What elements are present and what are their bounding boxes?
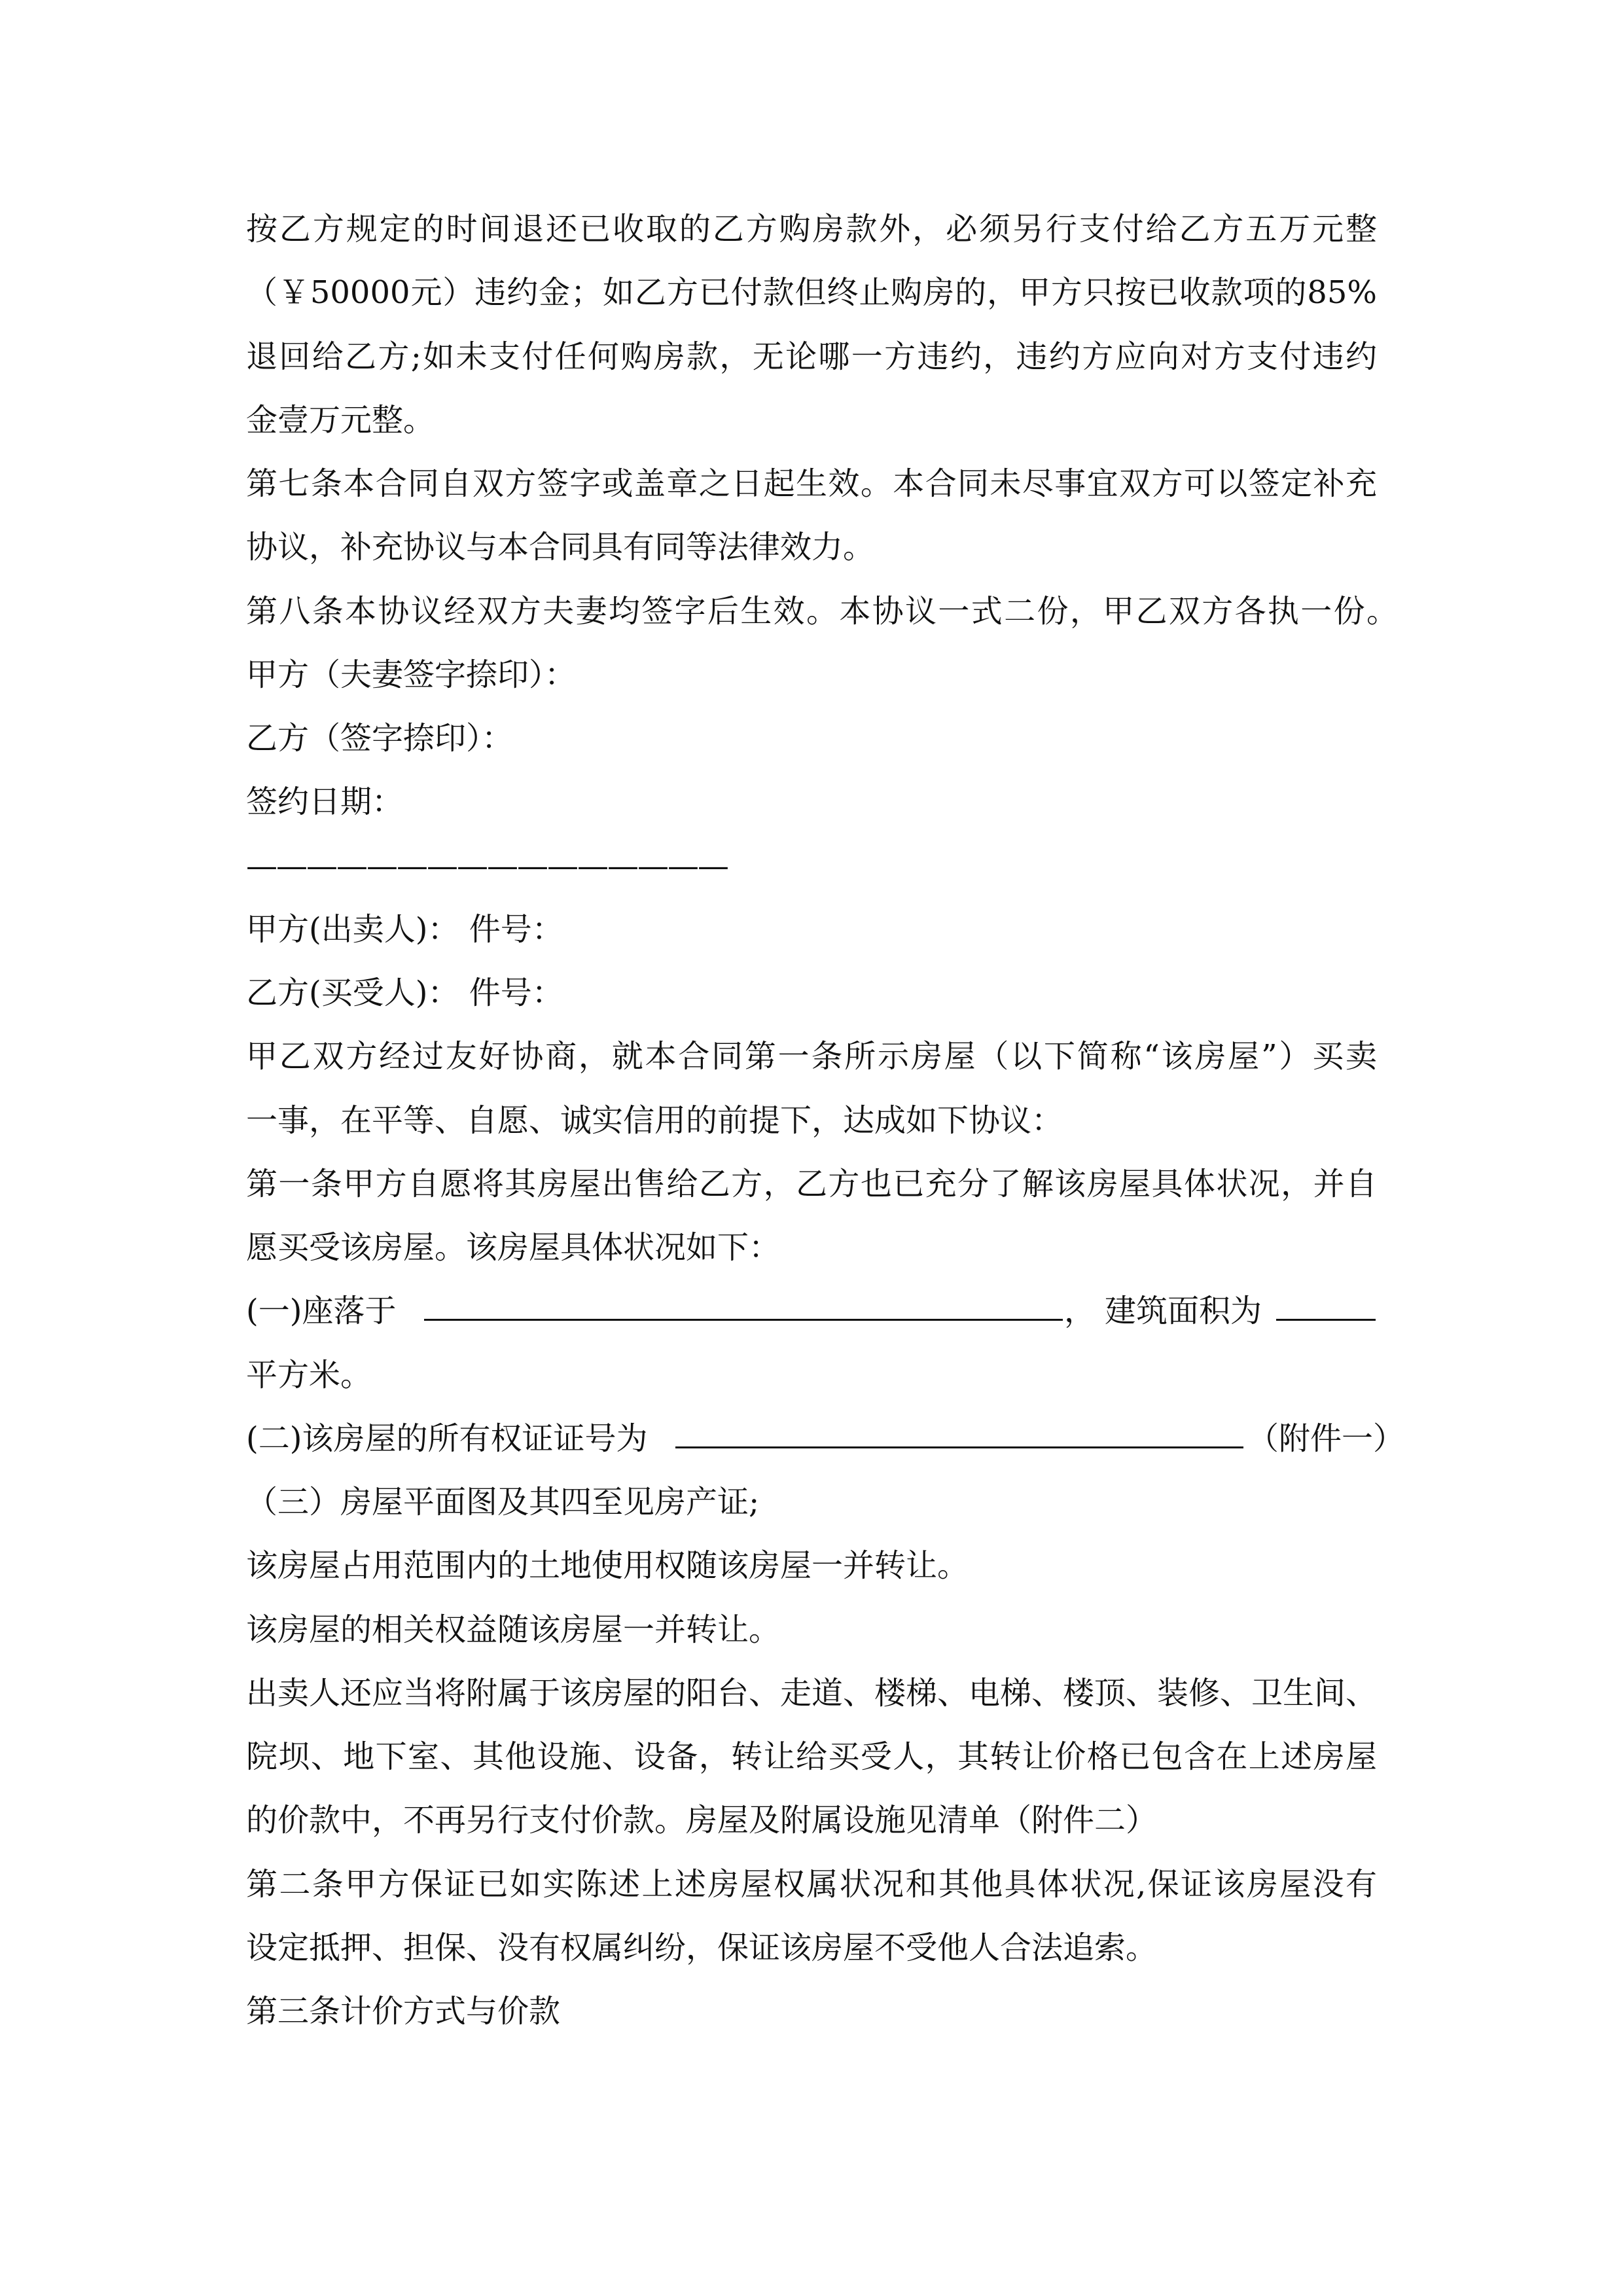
- text-line: 愿买受该房屋。该房屋具体状况如下：: [246, 1229, 781, 1266]
- location-label: (一)座落于: [246, 1293, 397, 1330]
- text-line: 的价款中，不再另行支付价款。房屋及附属设施见清单（附件二）: [246, 1802, 1158, 1839]
- certificate-blank[interactable]: [675, 1407, 1243, 1448]
- text-line: 退回给乙方;如未支付任何购房款，无论哪一方违约，违约方应向对方支付违约: [246, 338, 1377, 375]
- article-3-heading: 第三条计价方式与价款: [246, 1993, 561, 2030]
- seller-label: 甲方(出卖人)： 件号：: [246, 910, 563, 948]
- area-label: 建筑面积为: [1105, 1293, 1262, 1330]
- text-line: 平方米。: [246, 1356, 372, 1393]
- location-blank[interactable]: [424, 1280, 1063, 1321]
- certificate-label: (二)该房屋的所有权证证号为: [246, 1420, 648, 1457]
- article-8: 第八条本协议经双方夫妻均签字后生效。本协议一式二份，甲乙双方各执一份。: [246, 592, 1398, 630]
- text-line: 出卖人还应当将附属于该房屋的阳台、走道、楼梯、电梯、楼顶、装修、卫生间、: [246, 1674, 1377, 1712]
- buyer-label: 乙方(买受人)： 件号：: [246, 975, 563, 1011]
- article-1: 第一条甲方自愿将其房屋出售给乙方，乙方也已充分了解该房屋具体状况，并自: [246, 1165, 1377, 1202]
- text-line: 院坝、地下室、其他设施、设备，转让给买受人，其转让价格已包含在上述房屋: [246, 1738, 1377, 1775]
- contract-body: [246, 198, 1405, 2043]
- text-line: 设定抵押、担保、没有权属纠纷，保证该房屋不受他人合法追索。: [246, 1929, 1158, 1966]
- text-line: 协议，补充协议与本合同具有同等法律效力。: [246, 529, 875, 566]
- sign-date-label: 签约日期：: [246, 783, 404, 821]
- article-7: 第七条本合同自双方签字或盖章之日起生效。本合同未尽事宜双方可以签定补充: [246, 465, 1377, 502]
- separator-line: ————————————————: [246, 847, 728, 884]
- location-line: [246, 1280, 1377, 1343]
- text-line: 该房屋的相关权益随该房屋一并转让。: [246, 1611, 781, 1648]
- text-line: 该房屋占用范围内的土地使用权随该房屋一并转让。: [246, 1547, 969, 1585]
- certificate-line: [246, 1407, 1405, 1471]
- text-line: 按乙方规定的时间退还已收取的乙方购房款外，必须另行支付给乙方五万元整: [246, 211, 1377, 247]
- party-b-signature-label: 乙方（签字捺印）：: [246, 720, 514, 757]
- comma: ，: [1064, 1293, 1096, 1330]
- article-2: 第二条甲方保证已如实陈述上述房屋权属状况和其他具体状况,保证该房屋没有: [246, 1865, 1377, 1903]
- preamble-line: 甲乙双方经过友好协商，就本合同第一条所示房屋（以下简称“该房屋”）买卖: [246, 1038, 1377, 1075]
- text-line: 金壹万元整。: [246, 401, 435, 439]
- text-line: （三）房屋平面图及其四至见房产证;: [246, 1484, 760, 1520]
- attachment-1-label: （附件一）: [1247, 1420, 1405, 1457]
- text-line: （￥50000元）违约金；如乙方已付款但终止购房的，甲方只按已收款项的85%: [246, 274, 1377, 312]
- area-blank[interactable]: [1276, 1280, 1376, 1321]
- party-a-signature-label: 甲方（夫妻签字捺印）：: [246, 656, 577, 693]
- preamble-line: 一事，在平等、自愿、诚实信用的前提下，达成如下协议：: [246, 1102, 1063, 1139]
